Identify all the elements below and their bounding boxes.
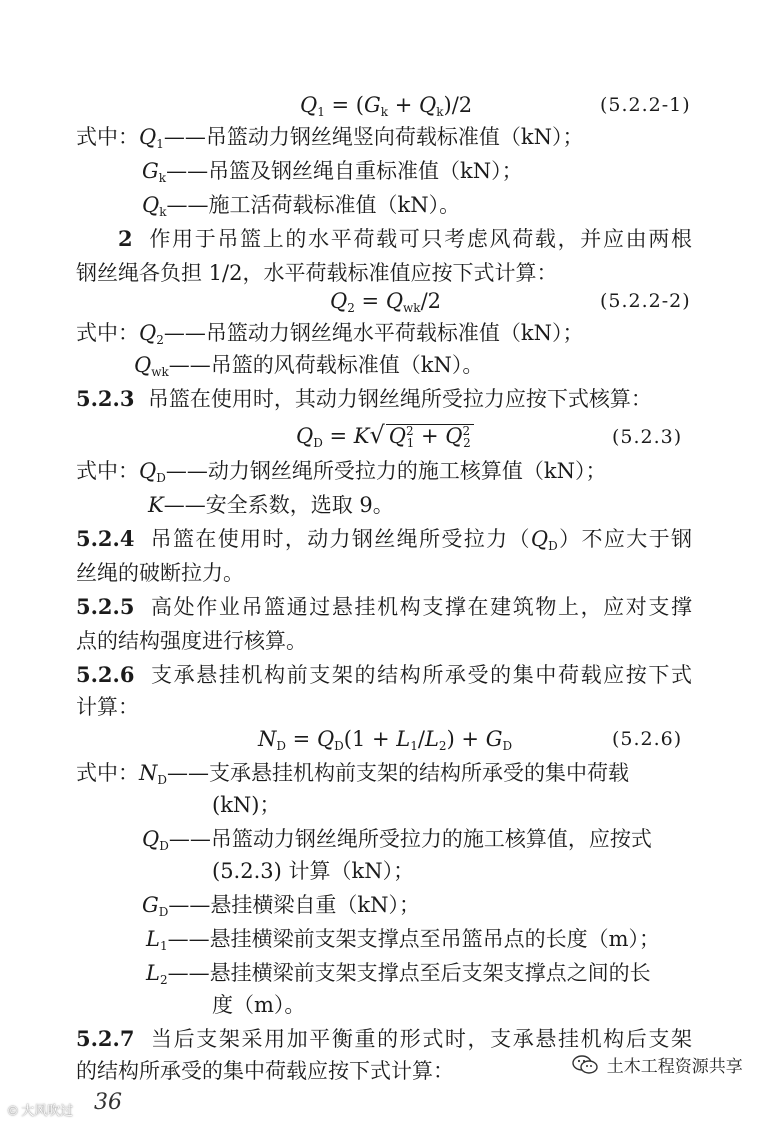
paragraph-line: 丝绳的破断拉力。 <box>76 561 244 585</box>
definition-line: $L_2——$悬挂横梁前支架支撑点至后支架支撑点之间的长 <box>146 961 651 987</box>
equation-number: (5.2.3) <box>612 426 683 448</box>
definition-line: 式中：$Q_D——$动力钢丝绳所受拉力的施工核算值（kN）； <box>76 459 607 485</box>
definition-line: $Q_k——$施工活荷载标准值（kN）。 <box>142 193 461 219</box>
equation-5-2-6: $N_D = Q_D(1 + L_1/L_2) + G_D$ <box>258 727 513 753</box>
definition-continuation: (kN)； <box>212 793 281 817</box>
wechat-icon <box>572 1054 598 1081</box>
weibo-icon: © <box>8 1103 18 1118</box>
watermark-left: © 大风吹过 <box>8 1103 74 1118</box>
definition-line: $G_k——$吊篮及钢丝绳自重标准值（kN）； <box>142 159 523 185</box>
wechat-watermark: 土木工程资源共享 <box>572 1052 743 1081</box>
clause-5-2-6: 5.2.6 支承悬挂机构前支架的结构所承受的集中荷载应按下式 <box>76 662 693 687</box>
clause-5-2-5: 5.2.5 高处作业吊篮通过悬挂机构支撑在建筑物上，应对支撑 <box>76 594 693 619</box>
paragraph-line: 的结构所承受的集中荷载应按下式计算： <box>76 1059 454 1083</box>
definition-line: $Q_{wk}——$吊篮的风荷载标准值（kN）。 <box>134 353 484 379</box>
paragraph-line: 计算： <box>76 695 139 719</box>
equation-5-2-2-2: $Q_2 = Q_{wk}/2$ <box>330 289 442 315</box>
definition-line: $L_1——$悬挂横梁前支架支撑点至吊篮吊点的长度（m）； <box>146 927 661 953</box>
definition-line: 式中：$N_D——$支承悬挂机构前支架的结构所承受的集中荷载 <box>76 761 629 787</box>
definition-continuation: (5.2.3) 计算（kN）； <box>212 859 415 883</box>
definition-line: 式中：$Q_1——$吊篮动力钢丝绳竖向荷载标准值（kN）； <box>76 125 584 151</box>
equation-number: (5.2.6) <box>612 728 683 750</box>
paragraph-line: 钢丝绳各负担 1/2，水平荷载标准值应按下式计算： <box>76 261 558 285</box>
equation-5-2-3: $Q_D = K√$ $Q^2_1 + Q^2_2$ <box>296 422 474 449</box>
definition-line: K——安全系数，选取 9。 <box>148 493 394 517</box>
definition-continuation: 度（m）。 <box>212 993 306 1017</box>
definition-line: 式中：$Q_2——$吊篮动力钢丝绳水平荷载标准值（kN）； <box>76 321 584 347</box>
definition-line: $G_D——$悬挂横梁自重（kN）； <box>142 893 421 919</box>
page-number: 36 <box>94 1090 122 1115</box>
clause-5-2-3: 5.2.3 吊篮在使用时，其动力钢丝绳所受拉力应按下式核算： <box>76 386 652 411</box>
definition-line: $Q_D——$吊篮动力钢丝绳所受拉力的施工核算值，应按式 <box>142 827 652 853</box>
equation-5-2-2-1: $Q_1 = (G_k + Q_k)/2$ <box>300 93 473 119</box>
paragraph-line: 2 作用于吊篮上的水平荷载可只考虑风荷载，并应由两根 <box>118 226 692 251</box>
equation-number: (5.2.2-1) <box>600 94 691 116</box>
radical-sign: √ <box>369 421 385 449</box>
clause-5-2-4: 5.2.4 吊篮在使用时，动力钢丝绳所受拉力$(Q_D)$不应大于钢 <box>76 526 693 553</box>
clause-5-2-7: 5.2.7 当后支架采用加平衡重的形式时，支承悬挂机构后支架 <box>76 1026 693 1051</box>
radicand: $Q^2_1 + Q^2_2$ <box>386 424 474 447</box>
paragraph-line: 点的结构强度进行核算。 <box>76 629 307 653</box>
equation-number: (5.2.2-2) <box>600 290 691 312</box>
